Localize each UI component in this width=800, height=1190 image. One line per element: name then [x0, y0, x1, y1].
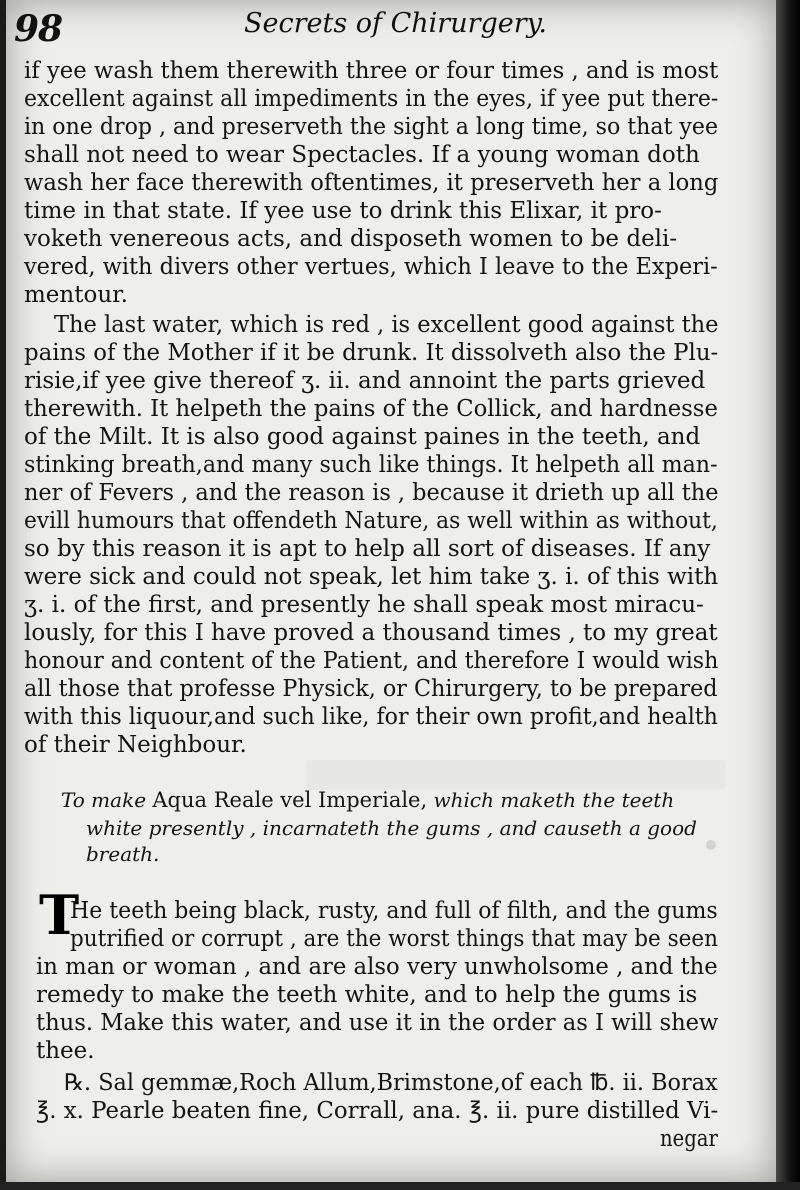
text-line: shall not need to wear Spectacles. If a young woman doth — [24, 142, 700, 168]
text-line: ʒ. i. of the first, and presently he shall speak most miracu- — [24, 592, 704, 618]
text-line: putrified or corrupt , are the worst things that may be seen — [70, 926, 718, 952]
text-line: pains of the Mother if it be drunk. It dissolveth also the Plu- — [24, 340, 719, 366]
text-line: were sick and could not speak, let him take ʒ. i. of this with — [24, 564, 719, 590]
recipe-line: ℞. Sal gemmæ,Roch Allum,Brimstone,of each ℔. ii. Borax — [64, 1070, 718, 1096]
text-line: all those that professe Physick, or Chirurgery, to be prepared — [24, 676, 718, 702]
text-line: risie,if yee give thereof ʒ. ii. and annoint the parts grieved — [24, 368, 706, 394]
text-line: in one drop , and preserveth the sight a long time, so that yee — [24, 114, 719, 140]
text-line: ner of Fevers , and the reason is , because it drieth up all the — [24, 480, 719, 506]
book-page — [6, 0, 776, 1182]
section-heading-line: white presently , incarnateth the gums , and causeth a good — [86, 816, 697, 840]
text-line: of their Neighbour. — [24, 732, 247, 758]
recipe-line: ℥. x. Pearle beaten fine, Corrall, ana. ℥. ii. pure distilled Vi- — [36, 1098, 719, 1124]
scan-page-edge — [776, 0, 800, 1190]
text-line: honour and content of the Patient, and therefore I would wish — [24, 648, 719, 674]
text-line: The last water, which is red , is excellent good against the — [54, 312, 719, 338]
scan-bottom-edge — [0, 1182, 800, 1190]
text-line: excellent against all impediments in the eyes, if yee put there- — [24, 86, 719, 112]
text-line: if yee wash them therewith three or four times , and is most — [24, 58, 719, 84]
text-line: lously, for this I have proved a thousand times , to my great — [24, 620, 718, 646]
text-line: stinking breath,and many such like things. It helpeth all man- — [24, 452, 718, 478]
text-line: thee. — [36, 1038, 95, 1064]
bleed-through — [306, 760, 726, 790]
text-line: He teeth being black, rusty, and full of filth, and the gums — [70, 898, 718, 924]
text-line: mentour. — [24, 282, 128, 308]
text-line: in man or woman , and are also very unwholsome , and the — [36, 954, 718, 980]
ink-spot — [706, 840, 716, 850]
text-line: therewith. It helpeth the pains of the Collick, and hardnesse — [24, 396, 718, 422]
page-header — [6, 6, 776, 50]
text-line: remedy to make the teeth white, and to help the gums is — [36, 982, 698, 1008]
section-heading-line: To make Aqua Reale vel Imperiale, which maketh the teeth — [61, 788, 675, 812]
text-line: of the Milt. It is also good against paines in the teeth, and — [24, 424, 701, 450]
catchword: negar — [660, 1126, 718, 1152]
text-line: evill humours that offendeth Nature, as well within as without, — [24, 508, 718, 534]
text-line: so by this reason it is apt to help all sort of diseases. If any — [24, 536, 711, 562]
page-number: 98 — [14, 8, 63, 50]
text-line: thus. Make this water, and use it in the order as I will shew — [36, 1010, 719, 1036]
section-heading-line: breath. — [86, 842, 160, 866]
text-line: voketh venereous acts, and disposeth women to be deli- — [24, 226, 678, 252]
text-line: wash her face therewith oftentimes, it preserveth her a long — [24, 170, 719, 196]
text-line: time in that state. If yee use to drink this Elixar, it pro- — [24, 198, 662, 224]
drop-cap: T — [39, 883, 80, 947]
running-title: Secrets of Chirurgery. — [244, 8, 547, 39]
text-line: with this liquour,and such like, for their own profit,and health — [24, 704, 718, 730]
text-line: vered, with divers other vertues, which I leave to the Experi- — [24, 254, 718, 280]
